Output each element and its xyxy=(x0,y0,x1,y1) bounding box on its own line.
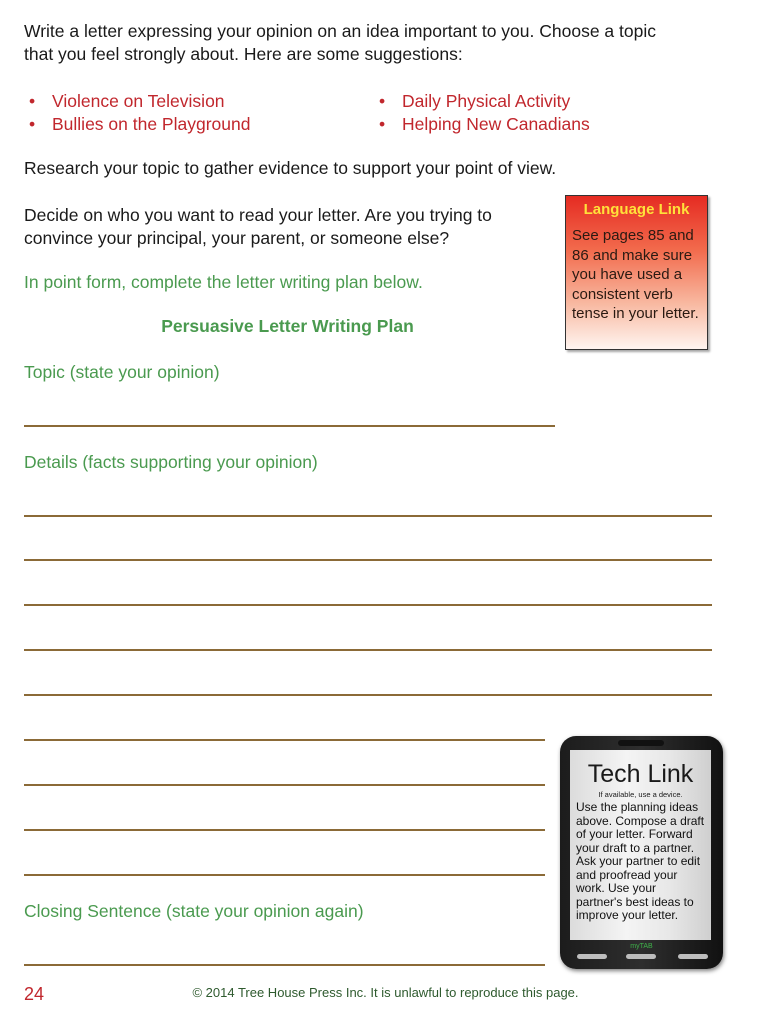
tech-link-subtitle: If available, use a device. xyxy=(598,790,683,799)
suggestion-item xyxy=(24,113,250,136)
language-link-text: See pages 85 and 86 and make sure you have used a consistent verb tense in your letter. xyxy=(572,227,699,322)
plan-title: Persuasive Letter Writing Plan xyxy=(161,316,414,336)
phone-screen xyxy=(570,750,711,940)
bullet-icon: • xyxy=(29,114,36,134)
intro-paragraph xyxy=(24,20,724,66)
tech-link-phone xyxy=(560,736,723,969)
details-answer-line[interactable] xyxy=(24,649,712,651)
details-answer-line[interactable] xyxy=(24,515,712,517)
topic-label: Topic (state your opinion) xyxy=(24,362,220,382)
language-link-box xyxy=(565,195,708,350)
details-answer-line[interactable] xyxy=(24,874,545,876)
details-label: Details (facts supporting your opinion) xyxy=(24,452,318,472)
copyright-notice: © 2014 Tree House Press Inc. It is unlawful to reproduce this page. xyxy=(192,985,579,1000)
intro-line-2: that you feel strongly about. Here are some suggestions: xyxy=(24,44,463,64)
bullet-icon: • xyxy=(29,91,36,111)
audience-line-1: Decide on who you want to read your letter. Are you trying to xyxy=(24,205,492,225)
suggestion-label: Helping New Canadians xyxy=(402,114,590,134)
details-answer-line[interactable] xyxy=(24,604,712,606)
suggestion-item xyxy=(374,113,590,136)
intro-line-1: Write a letter expressing your opinion on an idea important to you. Choose a topic xyxy=(24,21,656,41)
details-answer-line[interactable] xyxy=(24,739,545,741)
suggestion-label: Violence on Television xyxy=(52,91,225,111)
instruction-text: In point form, complete the letter writing plan below. xyxy=(24,272,423,292)
tech-link-title: Tech Link xyxy=(587,760,694,788)
details-answer-line[interactable] xyxy=(24,694,712,696)
phone-button-icon xyxy=(626,954,656,959)
language-link-title: Language Link xyxy=(583,201,690,218)
closing-label: Closing Sentence (state your opinion again) xyxy=(24,901,364,921)
research-text: Research your topic to gather evidence to support your point of view. xyxy=(24,158,557,178)
audience-line-2: convince your principal, your parent, or someone else? xyxy=(24,228,450,248)
audience-paragraph xyxy=(24,204,554,250)
phone-button-icon xyxy=(577,954,607,959)
phone-speaker-icon xyxy=(618,740,664,746)
phone-brand-label: myTAB xyxy=(630,943,653,950)
phone-button-icon xyxy=(678,954,708,959)
closing-answer-line[interactable] xyxy=(24,964,545,966)
details-answer-line[interactable] xyxy=(24,784,545,786)
tech-link-text: Use the planning ideas above. Compose a draft of your letter. Forward your draft to a partner. Ask your partner to edit and proofread your work. Use your partner's best ideas to improve your letter. xyxy=(576,800,705,922)
suggestion-label: Bullies on the Playground xyxy=(52,114,251,134)
suggestion-item xyxy=(374,90,570,113)
bullet-icon: • xyxy=(379,114,386,134)
details-answer-line[interactable] xyxy=(24,559,712,561)
suggestion-item xyxy=(24,90,225,113)
page-number: 24 xyxy=(24,984,45,1004)
bullet-icon: • xyxy=(379,91,386,111)
details-answer-line[interactable] xyxy=(24,829,545,831)
topic-answer-line[interactable] xyxy=(24,425,555,427)
suggestion-label: Daily Physical Activity xyxy=(402,91,571,111)
